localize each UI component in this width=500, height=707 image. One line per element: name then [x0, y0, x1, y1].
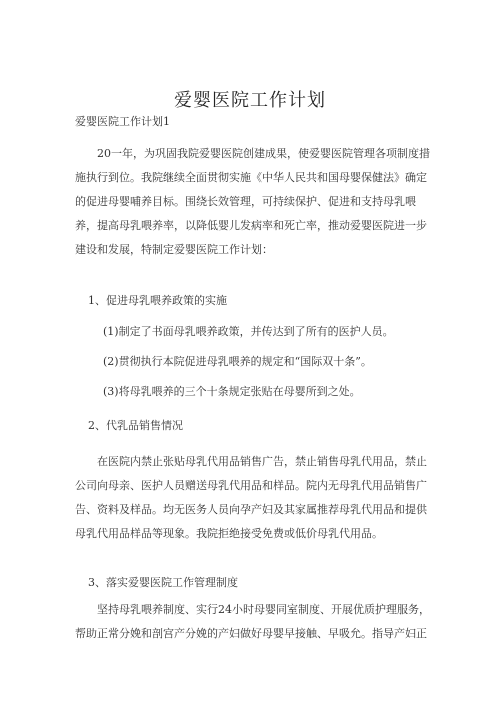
section-3-heading: 3、落实爱婴医院工作管理制度: [88, 576, 238, 589]
section-1-item: (1)制定了书面母乳喂养政策，并传达到了所有的医护人员。: [103, 325, 394, 338]
section-1-item: (2)贯彻执行本院促进母乳喂养的规定和“国际双十条”。: [103, 355, 372, 368]
document-title: 爱婴医院工作计划: [174, 90, 326, 111]
section-2-paragraph: 在医院内禁止张贴母乳代用品销售广告，禁止销售母乳代用品，禁止公司向母亲、医护人员赠送母乳代用品和样品。院内无母乳代用品销售广告、资料及样品。均无医务人员向孕产妇及其家属推荐母乳代用品和提供母乳代用品样品等现象。我院拒绝接受免费或低价母乳代用品。: [75, 455, 427, 540]
section-1-item: (3)将母乳喂养的三个十条规定张贴在母婴所到之处。: [103, 385, 361, 398]
intro-paragraph: 20一年，为巩固我院爱婴医院创建成果，使爱婴医院管理各项制度措施执行到位。我院继续全面贯彻实施《中华人民共和国母婴保健法》确定的促进母婴哺养目标。围绕长效管理，可持续保护、促进和支持母乳喂养，提高母乳喂养率，以降低婴儿发病率和死亡率，推动爱婴医院进一步建设和发展，特制定爱婴医院工作计划：: [75, 147, 430, 256]
section-1-heading: 1、促进母乳喂养政策的实施: [88, 294, 227, 307]
section-3-paragraph: 坚持母乳喂养制度、实行24小时母婴同室制度、开展优质护理服务，帮助正常分娩和剖宫产分娩的产妇做好母婴早接触、早吸允。指导产妇正: [75, 603, 430, 640]
section-2-heading: 2、代乳品销售情况: [88, 419, 183, 432]
document-subtitle: 爱婴医院工作计划1: [75, 115, 170, 128]
